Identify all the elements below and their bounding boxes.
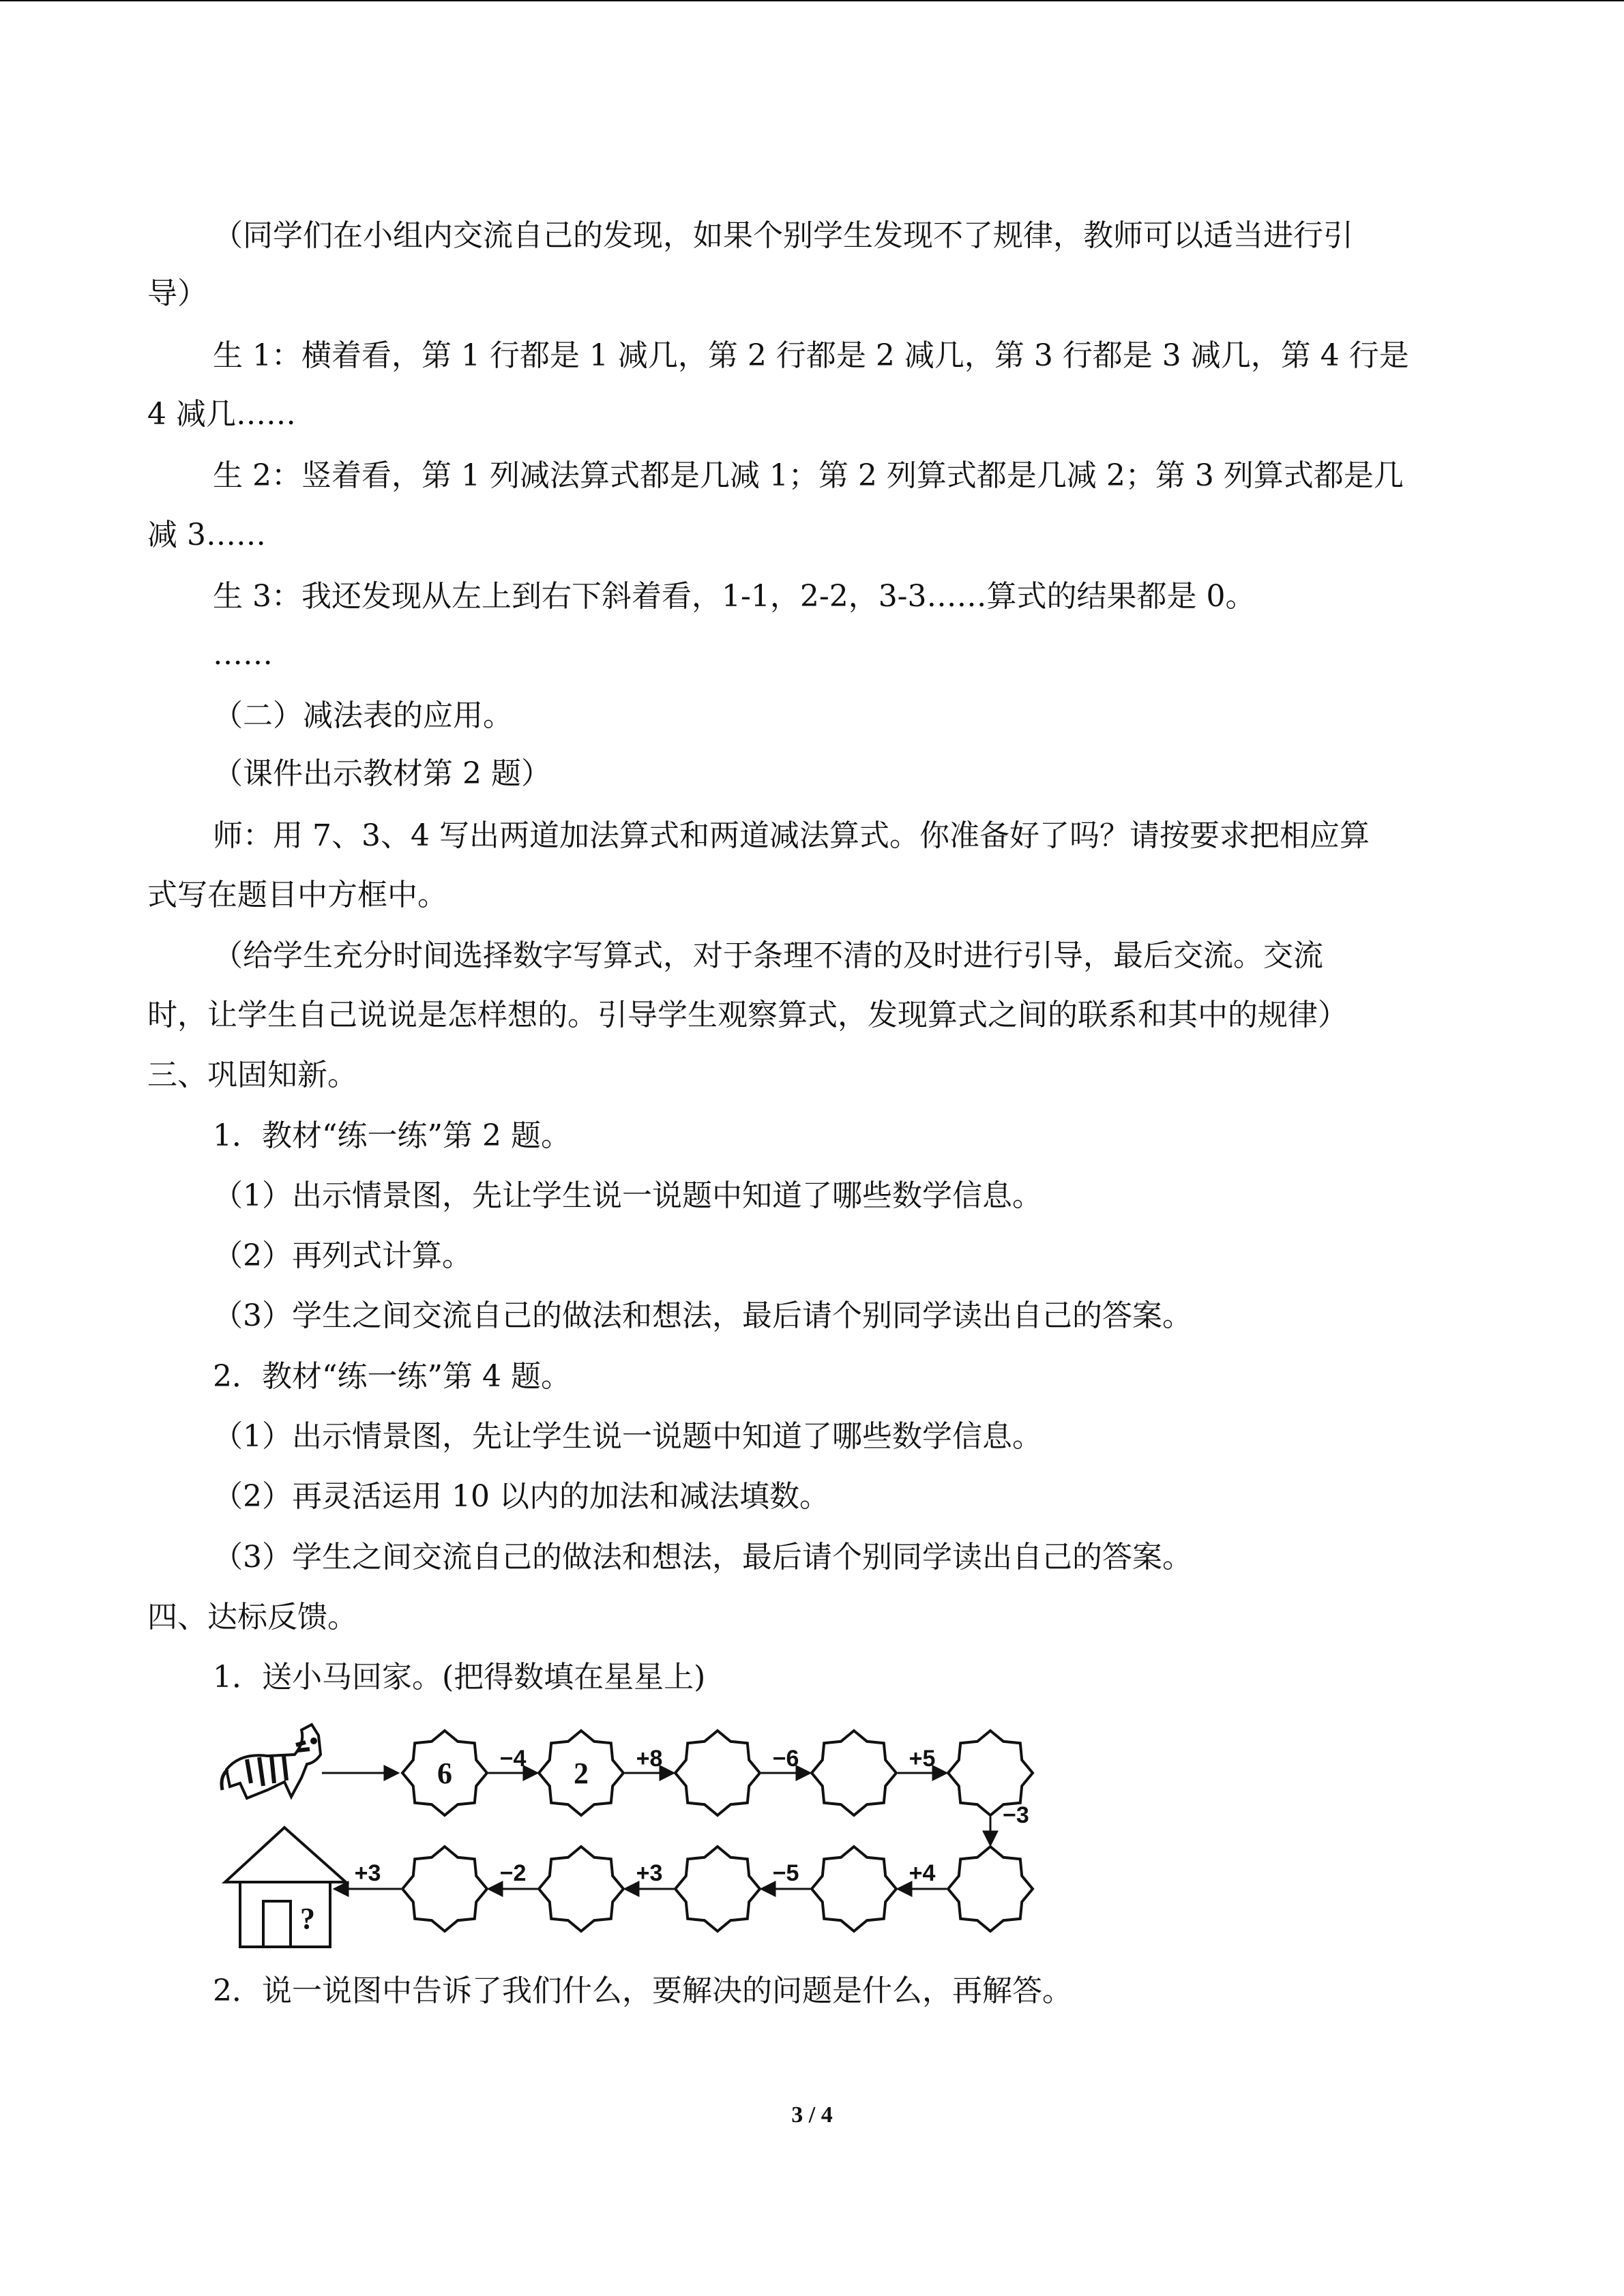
star-blank [812,1731,896,1815]
operation-label: +3 [636,1860,663,1886]
section-heading: 三、巩固知新。 [147,1058,357,1092]
house-door [263,1901,291,1947]
paragraph-line: （同学们在小组内交流自己的发现，如果个别学生发现不了规律，教师可以适当进行引 [213,218,1353,253]
list-item: 1．教材“练一练”第 2 题。 [213,1118,571,1153]
paragraph-line: 式写在题目中方框中。 [147,878,447,912]
paragraph-line: 生 1：横着看，第 1 行都是 1 减几，第 2 行都是 2 减几，第 3 行都是 3 减几，第 4 行是 [213,338,1409,373]
list-item: 2．教材“练一练”第 4 题。 [213,1359,571,1394]
star-blank [675,1847,760,1931]
star-value: 2 [574,1757,589,1790]
paragraph-line: （给学生充分时间选择数字写算式，对于条理不清的及时进行引导，最后交流。交流 [213,938,1323,973]
paragraph-line: 4 减几…… [147,397,296,432]
pony-path-diagram [220,1715,1072,2001]
list-item: （1）出示情景图，先让学生说一说题中知道了哪些数学信息。 [213,1178,1042,1213]
list-item: （3）学生之间交流自己的做法和想法，最后请个别同学读出自己的答案。 [213,1298,1192,1333]
star-blank [675,1731,760,1815]
list-item: 1．送小马回家。(把得数填在星星上) [213,1660,706,1695]
star-value: 6 [437,1757,452,1790]
operation-label: +3 [354,1860,381,1886]
section-heading: （二）减法表的应用。 [213,698,513,733]
operation-label: −5 [772,1860,799,1886]
paragraph-line: （课件出示教材第 2 题） [213,756,551,791]
house-question-mark: ? [300,1902,315,1935]
list-item: （2）再列式计算。 [213,1238,472,1273]
list-item: （2）再灵活运用 10 以内的加法和减法填数。 [213,1479,829,1514]
operation-label: −6 [772,1746,799,1772]
star-blank [948,1847,1033,1931]
zebra-icon [222,1725,321,1798]
operation-label: −3 [1003,1802,1029,1828]
paragraph-line: …… [213,637,273,672]
page-number: 3 / 4 [791,2102,833,2128]
star-blank [402,1847,487,1931]
top-border-line [0,0,1624,1]
paragraph-line: 生 3：我还发现从左上到右下斜着看，1-1，2-2，3-3……算式的结果都是 0。 [213,579,1256,614]
operation-label: −2 [499,1860,527,1886]
list-item: （3）学生之间交流自己的做法和想法，最后请个别同学读出自己的答案。 [213,1540,1192,1575]
paragraph-line: 生 2：竖着看，第 1 列减法算式都是几减 1；第 2 列算式都是几减 2；第 3 列算式都是几 [213,458,1404,493]
operation-label: +4 [909,1860,936,1886]
paragraph-line: 时，让学生自己说说是怎样想的。引导学生观察算式，发现算式之间的联系和其中的规律） [147,998,1348,1032]
star-blank [539,1847,623,1931]
operation-label: +8 [636,1746,663,1772]
operation-label: −4 [499,1746,527,1772]
section-heading: 四、达标反馈。 [147,1600,357,1635]
paragraph-line: 导） [147,276,207,311]
paragraph-line: 师：用 7、3、4 写出两道加法算式和两道减法算式。你准备好了吗？请按要求把相应算 [213,818,1370,853]
paragraph-line: 减 3…… [147,518,266,552]
house-roof [225,1828,346,1882]
list-item: 2．说一说图中告诉了我们什么，要解决的问题是什么，再解答。 [213,1973,1072,2008]
star-blank [812,1847,896,1931]
list-item: （1）出示情景图，先让学生说一说题中知道了哪些数学信息。 [213,1419,1042,1454]
operation-label: +5 [909,1746,936,1772]
